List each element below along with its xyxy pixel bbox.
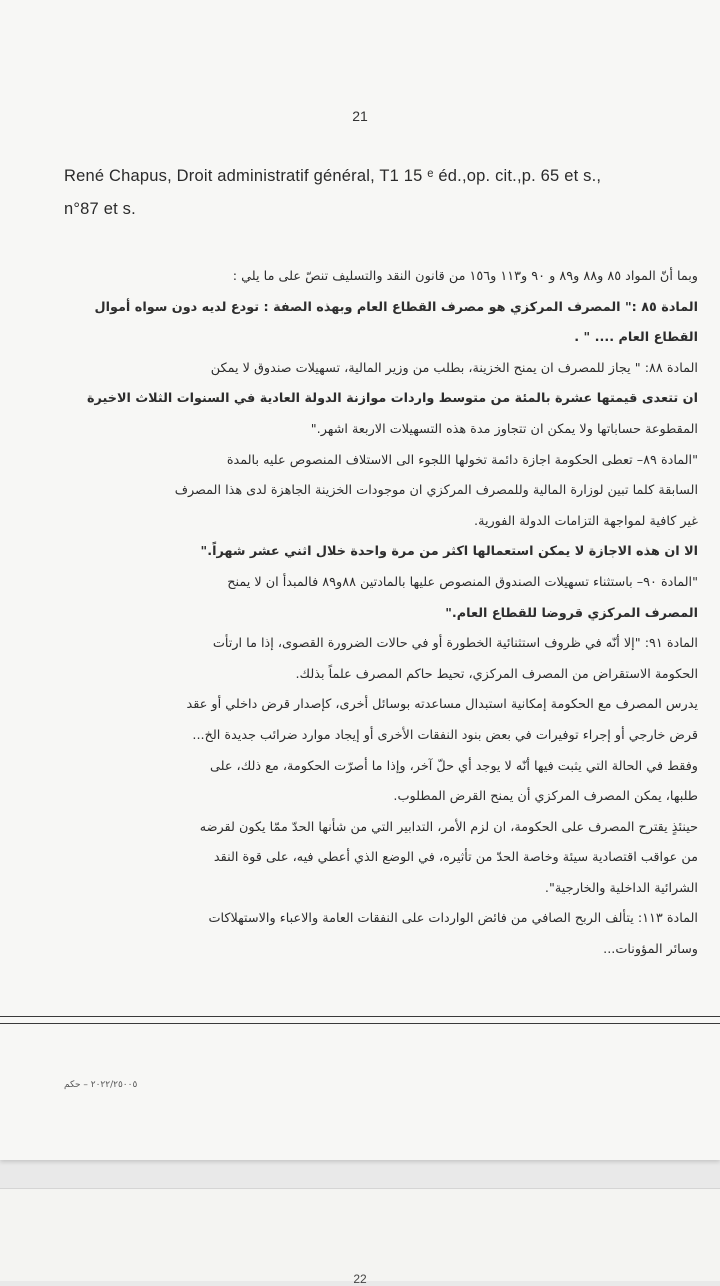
body-line: المادة ٩١: "إلا أنّه في ظروف استثنائية الخطورة أو في حالات الضرورة القصوى، إذا ما ارتأت — [212, 636, 698, 652]
body-line: المصرف المركزي قروضا للقطاع العام." — [445, 605, 698, 621]
body-line: المادة ٨٥ :" المصرف المركزي هو مصرف القطاع العام وبهذه الصفة : تودع لديه دون سواه أموال — [94, 299, 698, 315]
body-line: الا ان هذه الاجازة لا يمكن استعمالها اكثر من مرة واحدة خلال اثني عشر شهراً." — [200, 544, 698, 560]
french-citation — [64, 160, 684, 226]
footer-divider — [0, 1016, 720, 1017]
body-line: يدرس المصرف مع الحكومة إمكانية استبدال مساعدته بوسائل أخرى، كإصدار قرض داخلي أو عقد — [186, 697, 698, 713]
body-line: وسائر المؤونات... — [603, 942, 698, 958]
body-line: "المادة ٩٠– باستثناء تسهيلات الصندوق المنصوص عليها بالمادتين ٨٨و٨٩ فالمبدأ ان لا يمنح — [227, 574, 698, 590]
body-line: ان تتعدى قيمتها عشرة بالمئة من متوسط واردات موازنة الدولة العادية في السنوات الثلاث الاخيرة — [86, 391, 698, 407]
body-line: حينئذٍ يقترح المصرف على الحكومة، ان لزم الأمر، التدابير التي من شأنها الحدّ ممّا يكون لقرضه — [199, 819, 698, 835]
body-line: "المادة ٨٩– تعطى الحكومة اجازة دائمة تخولها اللجوء الى الاستلاف المنصوص عليه بالمدة — [226, 452, 698, 468]
body-line: من عواقب اقتصادية سيئة وخاصة الحدّ من تأثيره، في الوضع الذي أعطي فيه، على قوة النقد — [213, 850, 698, 866]
body-line: الحكومة الاستقراض من المصرف المركزي، تحيط حاكم المصرف علماً بذلك. — [295, 666, 698, 682]
body-line: الشرائية الداخلية والخارجية". — [544, 880, 698, 896]
body-line: المادة ٨٨: " يجاز للمصرف ان يمنح الخزينة، بطلب من وزير المالية، تسهيلات صندوق لا يمكن — [210, 360, 698, 376]
next-page-edge — [0, 1188, 720, 1281]
body-line: طلبها، يمكن المصرف المركزي أن يمنح القرض المطلوب. — [393, 789, 698, 805]
citation-line-2: n°87 et s. — [64, 200, 136, 218]
arabic-body-text — [64, 262, 698, 966]
body-line: القطاع العام .... " . — [574, 330, 698, 346]
body-line: قرض خارجي أو إجراء توفيرات في بعض بنود النفقات الأخرى أو إيجاد موارد ضرائب جديدة الخ... — [192, 727, 698, 743]
body-line: المادة ١١٣: يتألف الربح الصافي من فائض الواردات على النفقات العامة والاعباء والاستهلاكات — [208, 911, 698, 927]
body-line: وفقط في الحالة التي يثبت فيها أنّه لا يوجد أي حلّ آخر، وإذا ما أصرّت الحكومة، مع ذلك، على — [209, 758, 698, 774]
citation-line-1: René Chapus, Droit administratif général, T1 15 ᵉ éd.,op. cit.,p. 65 et s., — [64, 167, 602, 185]
page-number: 21 — [352, 108, 368, 124]
body-line: المقطوعة حساباتها ولا يمكن ان تتجاوز مدة هذه التسهيلات الاربعة اشهر." — [310, 421, 698, 437]
body-line: السابقة كلما تبين لوزارة المالية وللمصرف المركزي ان موجودات الخزينة الجاهزة لدى هذا المصرف — [174, 483, 698, 499]
footer-note: ٢٠٢٢/٢٥٠٠٥ – حكم — [64, 1080, 138, 1090]
body-line: غير كافية لمواجهة التزامات الدولة الفورية. — [474, 513, 698, 529]
footer-divider — [0, 1023, 720, 1024]
next-page-number: 22 — [353, 1272, 367, 1286]
body-line: وبما أنّ المواد ٨٥ و٨٨ و٨٩ و ٩٠ و١١٣ و١٥٦ من قانون النقد والتسليف تنصّ على ما يلي : — [232, 269, 698, 284]
